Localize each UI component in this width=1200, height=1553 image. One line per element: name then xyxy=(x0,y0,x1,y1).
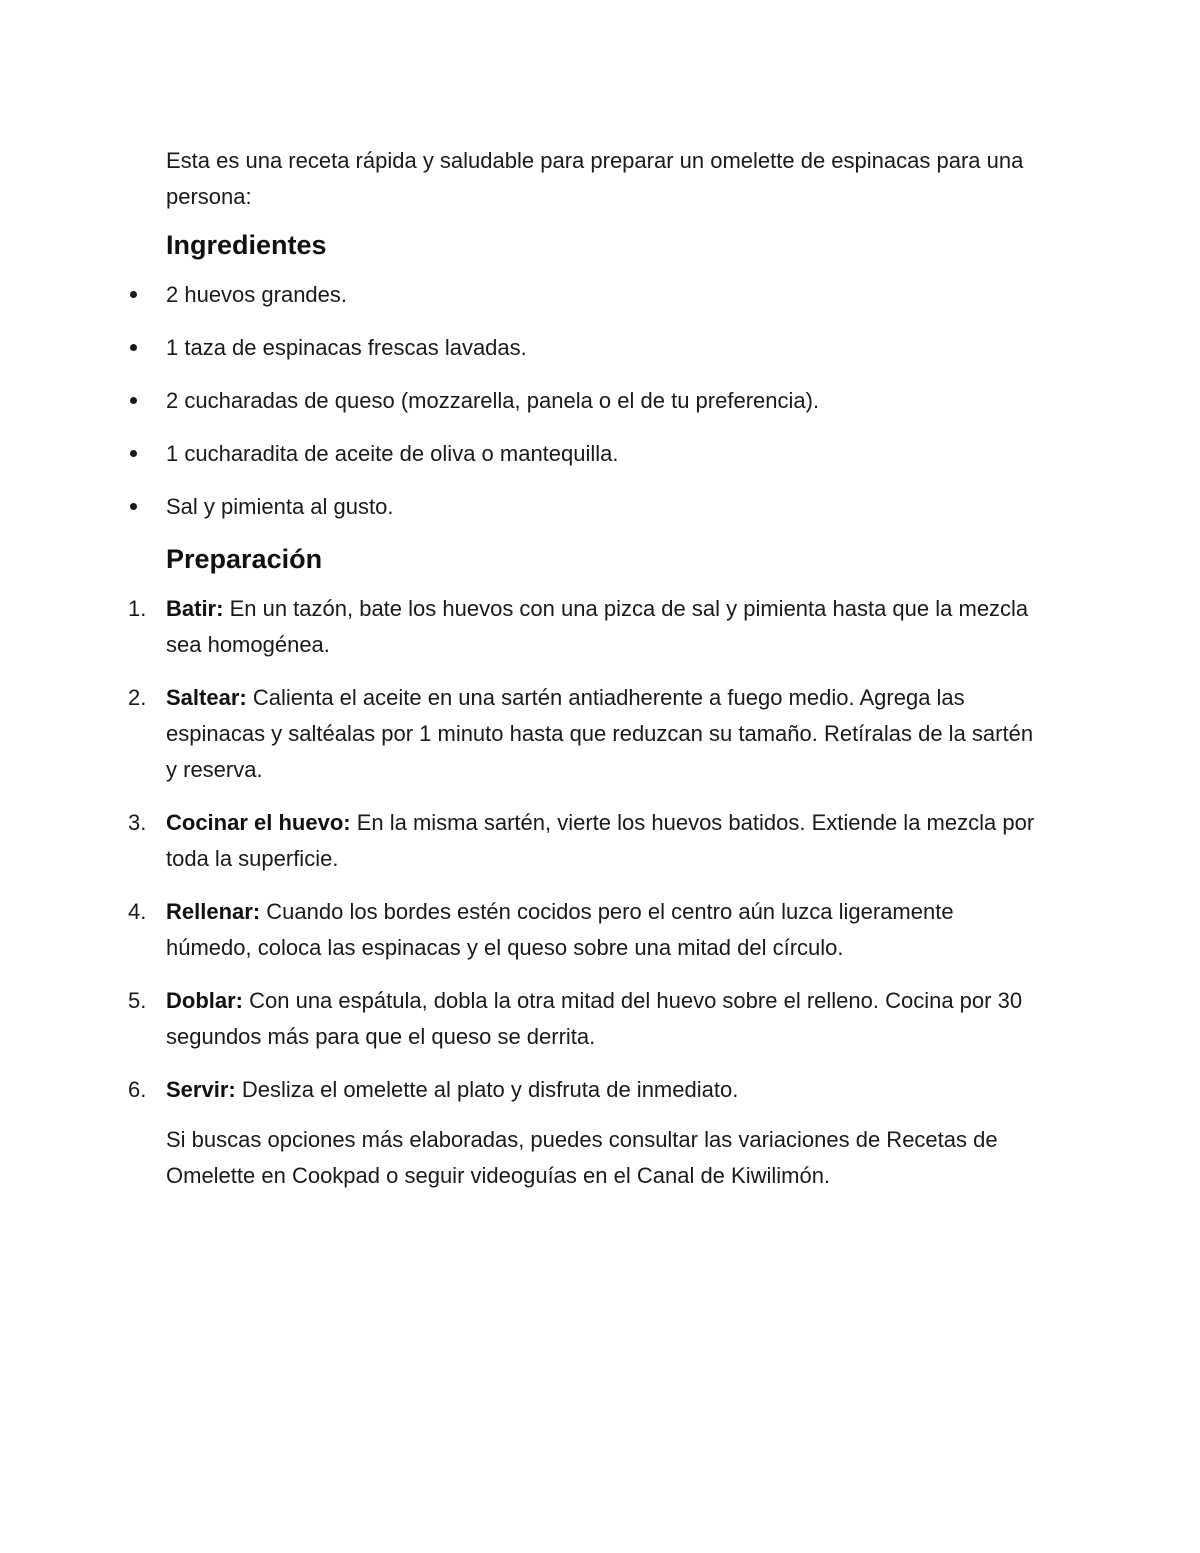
list-item xyxy=(166,330,1036,366)
step-item xyxy=(128,894,1036,966)
closing-paragraph: Si buscas opciones más elaboradas, puedes consultar las variaciones de Recetas de Omelette en Cookpad o seguir videoguías en el Canal de Kiwilimón. xyxy=(166,1127,998,1188)
ingredient-text: Sal y pimienta al gusto. xyxy=(166,494,394,519)
step-text: Desliza el omelette al plato y disfruta de inmediato. xyxy=(235,1077,739,1102)
ingredient-text: 2 cucharadas de queso (mozzarella, panela o el de tu preferencia). xyxy=(166,388,820,413)
list-item xyxy=(166,277,1036,313)
step-title: Doblar: xyxy=(166,988,243,1013)
step-text: En la misma sartén, vierte los huevos batidos. Extiende la mezcla por toda la superficie. xyxy=(166,810,1035,871)
step-item xyxy=(128,1072,1036,1108)
step-number: 6. xyxy=(128,1077,147,1102)
list-item xyxy=(166,383,1036,419)
step-text: En un tazón, bate los huevos con una pizca de sal y pimienta hasta que la mezcla sea homogénea. xyxy=(166,596,1029,657)
step-item xyxy=(128,591,1036,663)
step-text: Con una espátula, dobla la otra mitad del huevo sobre el relleno. Cocina por 30 segundos más para que el queso se derrita. xyxy=(166,988,1023,1049)
ingredient-text: 2 huevos grandes. xyxy=(166,282,348,307)
step-title: Cocinar el huevo: xyxy=(166,810,351,835)
bullet-icon xyxy=(130,503,137,510)
step-text: Cuando los bordes estén cocidos pero el centro aún luzca ligeramente húmedo, coloca las espinacas y el queso sobre una mitad del círculo. xyxy=(166,899,954,960)
step-item xyxy=(128,680,1036,788)
step-number: 5. xyxy=(128,988,147,1013)
step-number: 4. xyxy=(128,899,147,924)
step-title: Batir: xyxy=(166,596,224,621)
ingredient-text: 1 cucharadita de aceite de oliva o mantequilla. xyxy=(166,441,619,466)
ingredients-heading: Ingredientes xyxy=(166,230,327,260)
list-item xyxy=(166,436,1036,472)
bullet-icon xyxy=(130,344,137,351)
preparation-steps xyxy=(128,591,1036,1108)
step-title: Saltear: xyxy=(166,685,247,710)
step-title: Servir: xyxy=(166,1077,236,1102)
document-content xyxy=(128,143,1036,1194)
step-number: 3. xyxy=(128,810,147,835)
step-number: 1. xyxy=(128,596,147,621)
step-title: Rellenar: xyxy=(166,899,261,924)
step-text: Calienta el aceite en una sartén antiadherente a fuego medio. Agrega las espinacas y saltéalas por 1 minuto hasta que reduzcan su tamaño. Retíralas de la sartén y reserva. xyxy=(166,685,1034,782)
step-item xyxy=(128,983,1036,1055)
ingredients-list xyxy=(166,277,1036,525)
ingredient-text: 1 taza de espinacas frescas lavadas. xyxy=(166,335,527,360)
bullet-icon xyxy=(130,397,137,404)
step-number: 2. xyxy=(128,685,147,710)
bullet-icon xyxy=(130,450,137,457)
preparation-heading: Preparación xyxy=(166,544,323,574)
intro-paragraph: Esta es una receta rápida y saludable para preparar un omelette de espinacas para una persona: xyxy=(166,148,1024,209)
list-item xyxy=(166,489,1036,525)
step-item xyxy=(128,805,1036,877)
bullet-icon xyxy=(130,291,137,298)
